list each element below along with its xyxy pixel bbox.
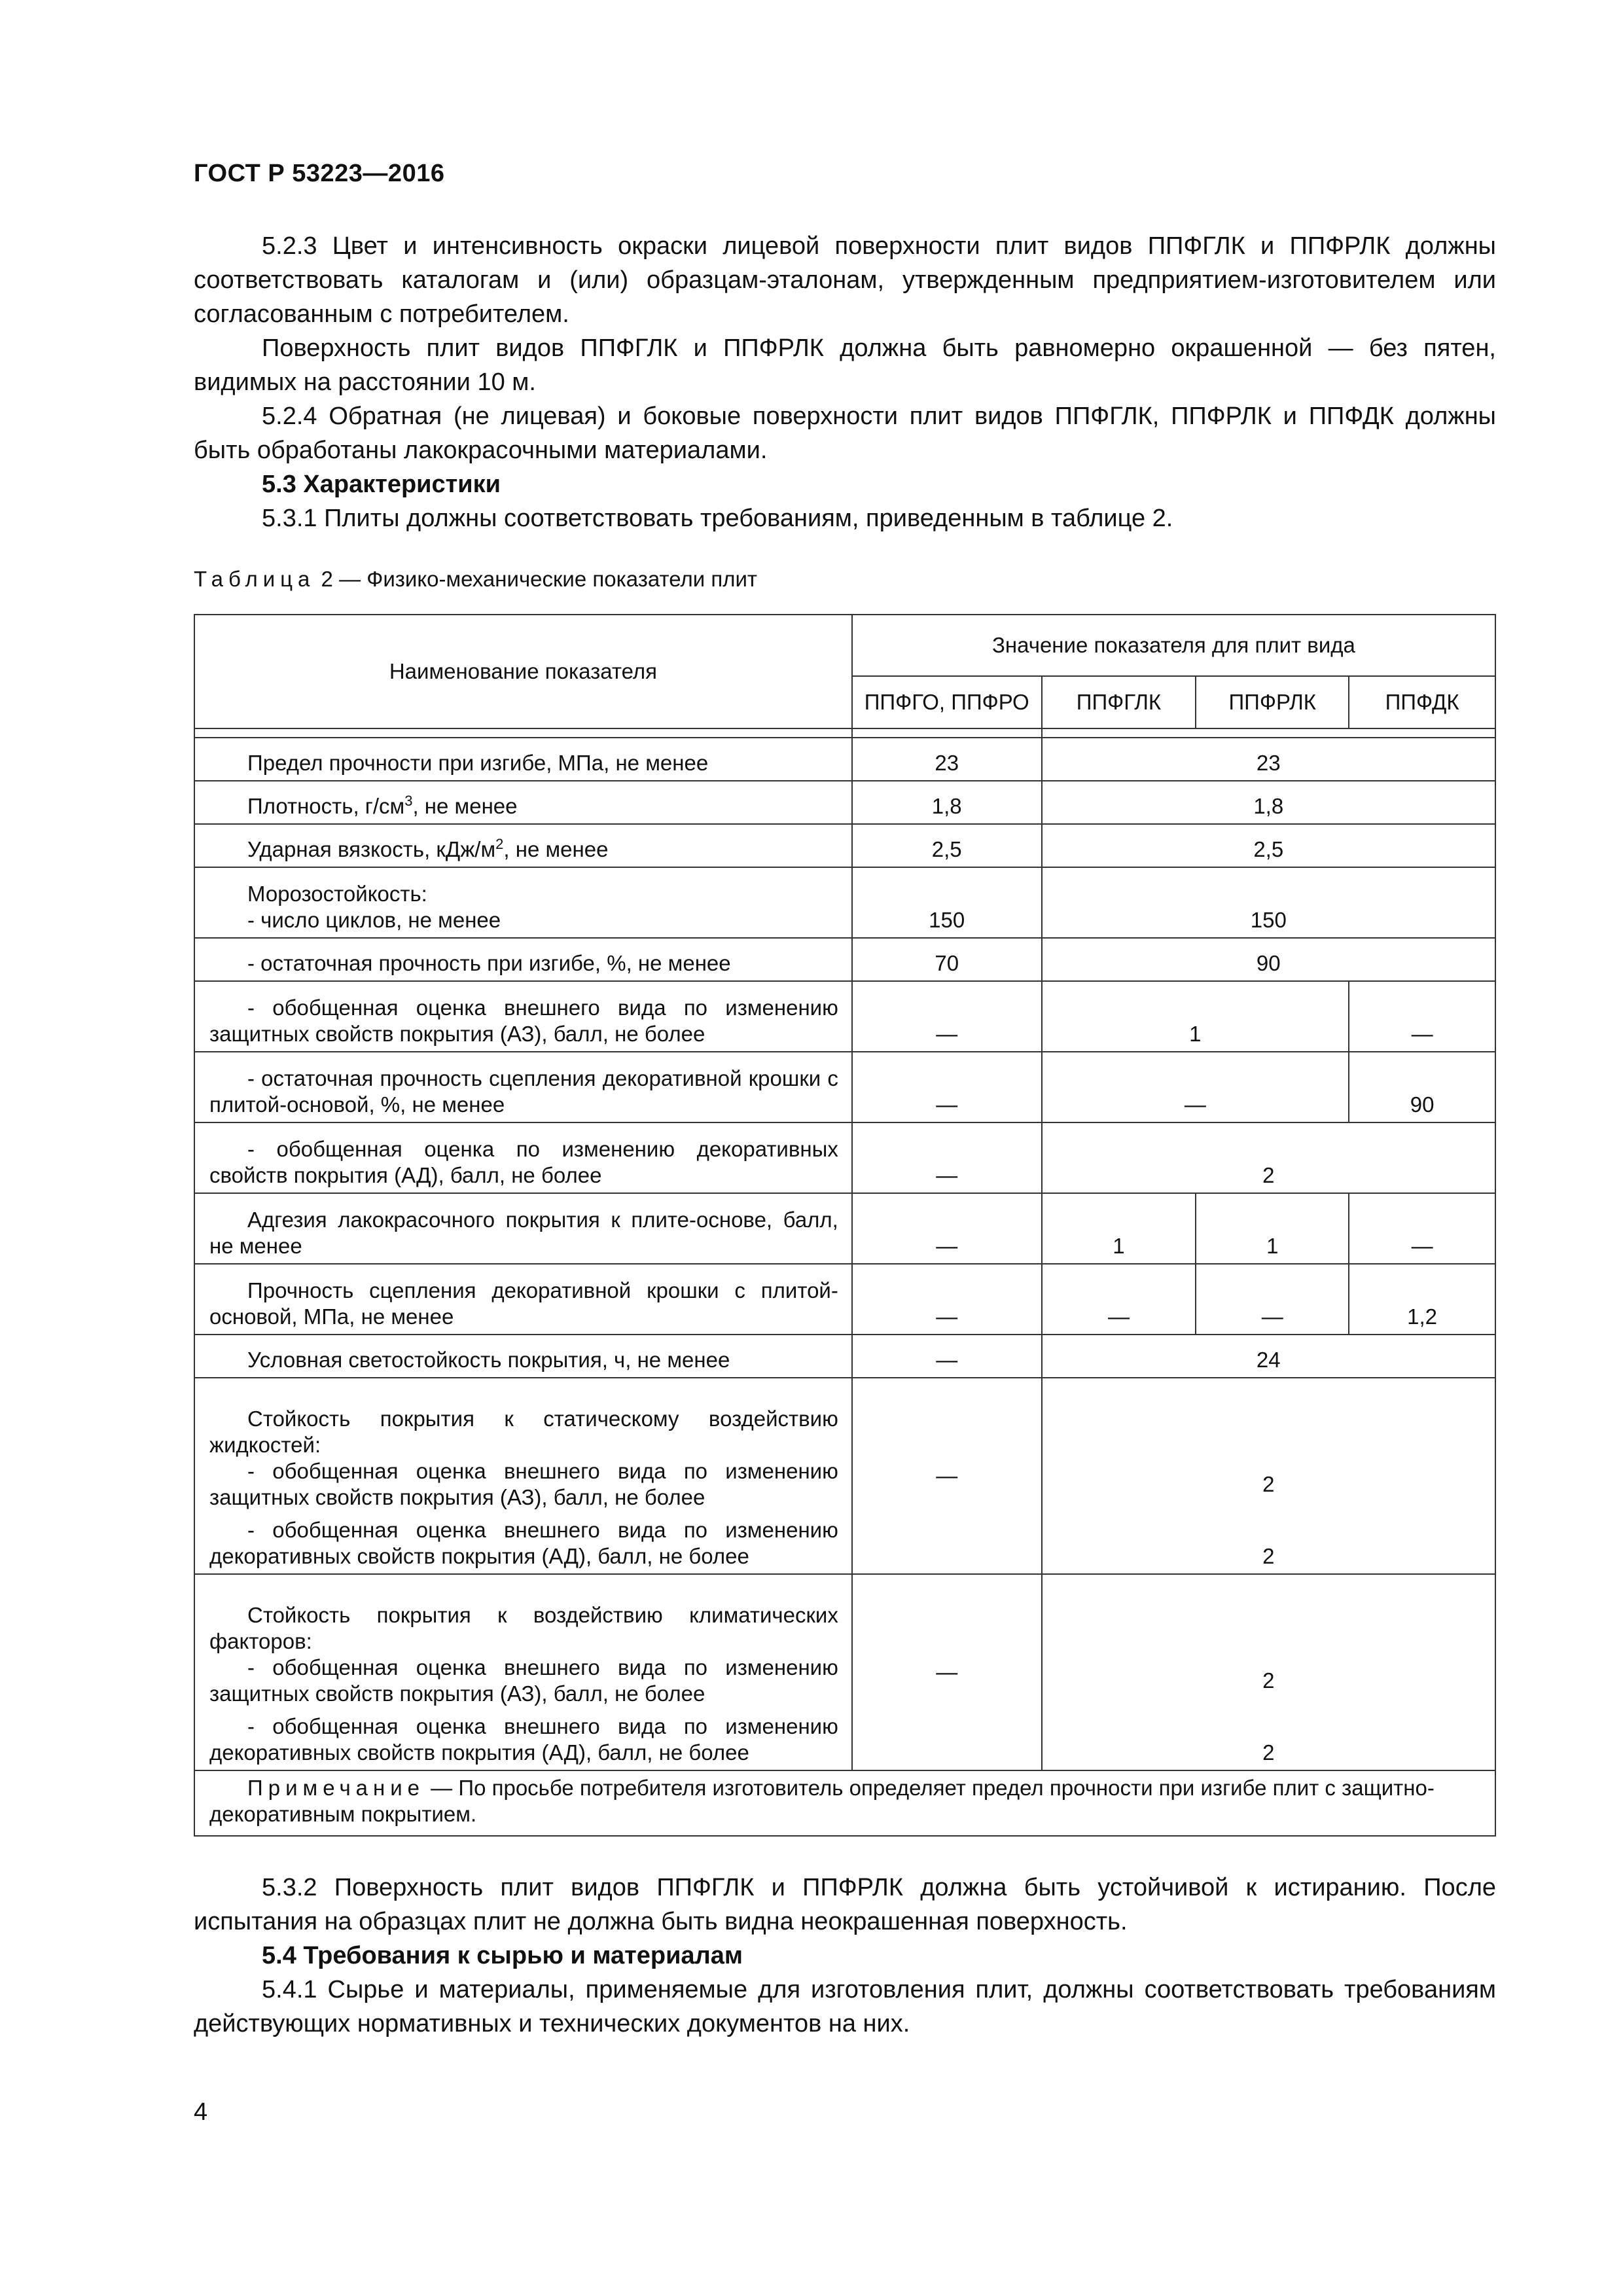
table-note-word: Примечание (247, 1776, 425, 1800)
row-value: — (1349, 981, 1495, 1052)
paragraph-5-4-1: 5.4.1 Сырье и материалы, применяемые для изготовления плит, должны соответствовать требованиям действующих нормативных и технических документов на них. (194, 1976, 1496, 2037)
header-ppfglk: ППФГЛК (1042, 676, 1196, 728)
row-value: — (1042, 1052, 1349, 1122)
row-name: - обобщенная оценка по изменению декоративных свойств покрытия (АД), балл, не более (194, 1122, 852, 1193)
row-value: 1 (1196, 1193, 1349, 1264)
row-value: 70 (852, 938, 1042, 981)
row-name: Ударная вязкость, кДж/$м^2$, не менее (247, 836, 609, 861)
row-value: — (852, 1122, 1042, 1193)
table-2 (194, 614, 1496, 1837)
table-caption-word: Таблица (194, 567, 315, 591)
row-value: 2,5 (852, 824, 1042, 867)
table-row (194, 1574, 1495, 1770)
row-value: 24 (1042, 1335, 1495, 1378)
row-name: Прочность сцепления декоративной крошки с плитой-основой, МПа, не менее (194, 1264, 852, 1335)
row-name: - остаточная прочность при изгибе, %, не менее (247, 951, 731, 975)
row-value: 90 (1042, 938, 1495, 981)
paragraph-5-2-3-surface: Поверхность плит видов ППФГЛК и ППФРЛК должна быть равномерно окрашенной — без пятен, видимых на расстоянии 10 м. (194, 334, 1496, 396)
row-value: — (852, 1378, 1042, 1574)
heading-5-3: 5.3 Характеристики (262, 471, 501, 498)
row-value: — (852, 1574, 1042, 1770)
table-caption-title: 2 — Физико-механические показатели плит (315, 567, 758, 591)
page-number: 4 (194, 2098, 208, 2126)
row-value: 1 (1042, 981, 1349, 1052)
row-name: Стойкость покрытия к воздействию климатических факторов: (209, 1603, 838, 1653)
table-note-row (194, 1770, 1495, 1836)
section-5-2-text (194, 229, 1496, 535)
table-row (194, 981, 1495, 1052)
row-value: 2 (1042, 1122, 1495, 1193)
table-row (194, 824, 1495, 867)
row-value: 1,2 (1349, 1264, 1495, 1335)
header-indicator-name: Наименование показателя (194, 615, 852, 728)
table-note-text: — По просьбе потребителя изготовитель определяет предел прочности при изгибе плит с защитно-декоративным покрытием. (209, 1776, 1435, 1826)
row-subname: - обобщенная оценка внешнего вида по изменению декоративных свойств покрытия (АД), балл, не более (209, 1518, 838, 1568)
table-row (194, 781, 1495, 824)
table-note (194, 1770, 1495, 1836)
header-ppfdk: ППФДК (1349, 676, 1495, 728)
row-value: — (852, 1335, 1042, 1378)
row-value: — (852, 1264, 1042, 1335)
paragraph-5-3-1: 5.3.1 Плиты должны соответствовать требованиям, приведенным в таблице 2. (262, 505, 1173, 532)
row-value: 150 (852, 867, 1042, 938)
row-name: Условная светостойкость покрытия, ч, не менее (247, 1348, 730, 1372)
row-value: — (852, 981, 1042, 1052)
header-ppfgo-ppfro: ППФГО, ППФРО (852, 676, 1042, 728)
row-subname: - число циклов, не менее (247, 908, 501, 932)
table-row (194, 1264, 1495, 1335)
row-name: Адгезия лакокрасочного покрытия к плите-основе, балл, не менее (194, 1193, 852, 1264)
row-name: - остаточная прочность сцепления декоративной крошки с плитой-основой, %, не менее (194, 1052, 852, 1122)
header-values: Значение показателя для плит вида (852, 615, 1495, 676)
paragraph-5-2-3: 5.2.3 Цвет и интенсивность окраски лицевой поверхности плит видов ППФГЛК и ППФРЛК должны соответствовать каталогам и (или) образцам-эталонам, утвержденным предприятием-изготовителем или согласованным с потребителем. (194, 232, 1496, 328)
table-header-row (194, 615, 1495, 676)
row-value: — (852, 1193, 1042, 1264)
table-row (194, 1335, 1495, 1378)
row-name: Морозостойкость: (247, 882, 427, 906)
row-value: 23 (852, 738, 1042, 781)
row-value: — (1042, 1264, 1196, 1335)
row-value: 1,8 (852, 781, 1042, 824)
section-5-3-2-text (194, 1871, 1496, 2041)
row-value: — (852, 1052, 1042, 1122)
document-header: ГОСТ Р 53223—2016 (194, 160, 445, 187)
row-value: — (1196, 1264, 1349, 1335)
row-name: - обобщенная оценка внешнего вида по изменению защитных свойств покрытия (АЗ), балл, не более (194, 981, 852, 1052)
row-value: 2 (1262, 1740, 1275, 1765)
row-value: 2 (1262, 1668, 1275, 1693)
header-ppfrlk: ППФРЛК (1196, 676, 1349, 728)
row-value: 1 (1042, 1193, 1196, 1264)
row-value: 2 (1262, 1472, 1275, 1496)
row-name: Плотность, $г/см^3$, не менее (247, 793, 518, 818)
row-name: Предел прочности при изгибе, МПа, не менее (247, 751, 709, 775)
row-subname: - обобщенная оценка внешнего вида по изменению декоративных свойств покрытия (АД), балл, не более (209, 1714, 838, 1765)
row-value: 2 (1262, 1544, 1275, 1568)
table-row (194, 1052, 1495, 1122)
row-value: 1,8 (1042, 781, 1495, 824)
table-row (194, 1122, 1495, 1193)
row-value: 23 (1042, 738, 1495, 781)
paragraph-5-3-2: 5.3.2 Поверхность плит видов ППФГЛК и ППФРЛК должна быть устойчивой к истиранию. После испытания на образцах плит не должна быть видна неокрашенная поверхность. (194, 1874, 1496, 1935)
row-value: 2,5 (1042, 824, 1495, 867)
table-row (194, 1193, 1495, 1264)
row-name: Стойкость покрытия к статическому воздействию жидкостей: (209, 1407, 838, 1457)
table-row (194, 938, 1495, 981)
row-value: 90 (1349, 1052, 1495, 1122)
heading-5-4: 5.4 Требования к сырью и материалам (262, 1942, 743, 1969)
table-caption (194, 567, 757, 592)
row-value: 150 (1042, 867, 1495, 938)
paragraph-5-2-4: 5.2.4 Обратная (не лицевая) и боковые поверхности плит видов ППФГЛК, ППФРЛК и ППФДК должны быть обработаны лакокрасочными материалами. (194, 403, 1496, 464)
table-row (194, 738, 1495, 781)
row-value: — (1349, 1193, 1495, 1264)
row-subname: - обобщенная оценка внешнего вида по изменению защитных свойств покрытия (АЗ), балл, не более (209, 1459, 838, 1509)
table-row (194, 867, 1495, 938)
row-subname: - обобщенная оценка внешнего вида по изменению защитных свойств покрытия (АЗ), балл, не более (209, 1655, 838, 1706)
table-row (194, 1378, 1495, 1574)
